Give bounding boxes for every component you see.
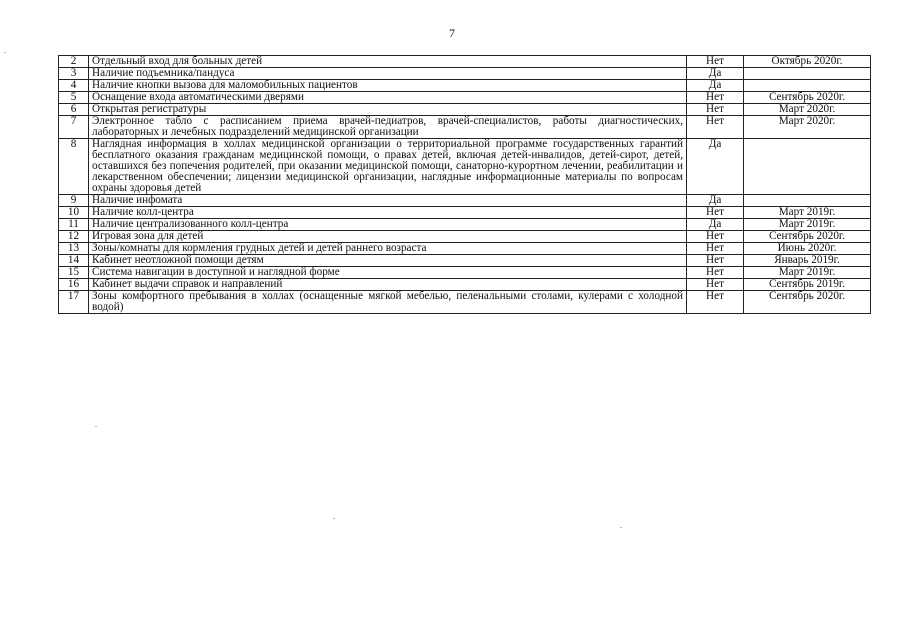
row-number: 16 [59, 279, 89, 291]
table-row [59, 139, 871, 195]
row-name: Наличие подъемника/пандуса [89, 68, 687, 80]
row-availability: Да [687, 80, 744, 92]
scan-speck [620, 527, 622, 528]
row-date: Сентябрь 2019г. [744, 279, 871, 291]
row-availability: Нет [687, 291, 744, 314]
row-availability: Да [687, 139, 744, 195]
row-date [744, 195, 871, 207]
row-name: Игровая зона для детей [89, 231, 687, 243]
page-number: 7 [449, 26, 455, 40]
row-date: Сентябрь 2020г. [744, 92, 871, 104]
table-row [59, 116, 871, 139]
scan-speck [4, 52, 6, 53]
table-row [59, 195, 871, 207]
row-availability: Нет [687, 231, 744, 243]
row-name: Открытая регистратуры [89, 104, 687, 116]
row-number: 12 [59, 231, 89, 243]
row-name: Отдельный вход для больных детей [89, 56, 687, 68]
row-name: Наглядная информация в холлах медицинской организации о территориальной программе государственных гарантий бесплатного оказания гражданам медицинской помощи, о правах детей, включая детей-инвалидов, детей-сирот, детей, оставшихся без попечения родителей, при оказании медицинской помощи, санаторно-курортном лечении, реабилитации и лекарственном обеспечении; лицензии медицинской организации, наглядные информационные материалы по вопросам охраны здоровья детей [89, 139, 687, 195]
row-name: Наличие инфомата [89, 195, 687, 207]
table-row [59, 104, 871, 116]
row-date: Сентябрь 2020г. [744, 291, 871, 314]
row-name: Система навигации в доступной и наглядной форме [89, 267, 687, 279]
table-row [59, 219, 871, 231]
row-date: Март 2020г. [744, 116, 871, 139]
table-row [59, 207, 871, 219]
row-number: 9 [59, 195, 89, 207]
row-number: 6 [59, 104, 89, 116]
table-row [59, 56, 871, 68]
scan-speck [95, 426, 97, 427]
row-number: 3 [59, 68, 89, 80]
row-name: Оснащение входа автоматическими дверями [89, 92, 687, 104]
row-number: 15 [59, 267, 89, 279]
row-number: 8 [59, 139, 89, 195]
table-body [59, 56, 871, 314]
table-row [59, 291, 871, 314]
row-name: Наличие централизованного колл-центра [89, 219, 687, 231]
row-number: 2 [59, 56, 89, 68]
row-number: 7 [59, 116, 89, 139]
row-name: Наличие кнопки вызова для маломобильных пациентов [89, 80, 687, 92]
row-date: Март 2019г. [744, 219, 871, 231]
row-availability: Нет [687, 279, 744, 291]
row-name: Кабинет выдачи справок и направлений [89, 279, 687, 291]
row-number: 4 [59, 80, 89, 92]
row-date: Октябрь 2020г. [744, 56, 871, 68]
row-availability: Да [687, 219, 744, 231]
row-availability: Нет [687, 267, 744, 279]
row-date [744, 139, 871, 195]
row-availability: Нет [687, 255, 744, 267]
row-date: Июнь 2020г. [744, 243, 871, 255]
row-availability: Нет [687, 243, 744, 255]
row-date [744, 68, 871, 80]
row-availability: Нет [687, 104, 744, 116]
row-name: Электронное табло с расписанием приема врачей-педиатров, врачей-специалистов, работы диагностических, лабораторных и лечебных подразделений медицинской организации [89, 116, 687, 139]
row-number: 17 [59, 291, 89, 314]
row-name: Зоны/комнаты для кормления грудных детей и детей раннего возраста [89, 243, 687, 255]
requirements-table [58, 55, 871, 314]
table-row [59, 243, 871, 255]
row-number: 11 [59, 219, 89, 231]
row-name: Наличие колл-центра [89, 207, 687, 219]
table-row [59, 68, 871, 80]
row-date [744, 80, 871, 92]
row-number: 10 [59, 207, 89, 219]
row-availability: Нет [687, 56, 744, 68]
row-availability: Да [687, 195, 744, 207]
row-availability: Нет [687, 207, 744, 219]
table-row [59, 231, 871, 243]
row-name: Зоны комфортного пребывания в холлах (оснащенные мягкой мебелью, пеленальными столами, кулерами с холодной водой) [89, 291, 687, 314]
table-row [59, 92, 871, 104]
table-row [59, 267, 871, 279]
row-number: 5 [59, 92, 89, 104]
row-date: Март 2019г. [744, 207, 871, 219]
row-date: Январь 2019г. [744, 255, 871, 267]
scan-speck [333, 518, 335, 519]
row-availability: Да [687, 68, 744, 80]
table-row [59, 255, 871, 267]
row-number: 14 [59, 255, 89, 267]
row-name: Кабинет неотложной помощи детям [89, 255, 687, 267]
row-date: Март 2020г. [744, 104, 871, 116]
table-row [59, 80, 871, 92]
row-date: Март 2019г. [744, 267, 871, 279]
row-date: Сентябрь 2020г. [744, 231, 871, 243]
row-availability: Нет [687, 92, 744, 104]
table-row [59, 279, 871, 291]
row-number: 13 [59, 243, 89, 255]
row-availability: Нет [687, 116, 744, 139]
